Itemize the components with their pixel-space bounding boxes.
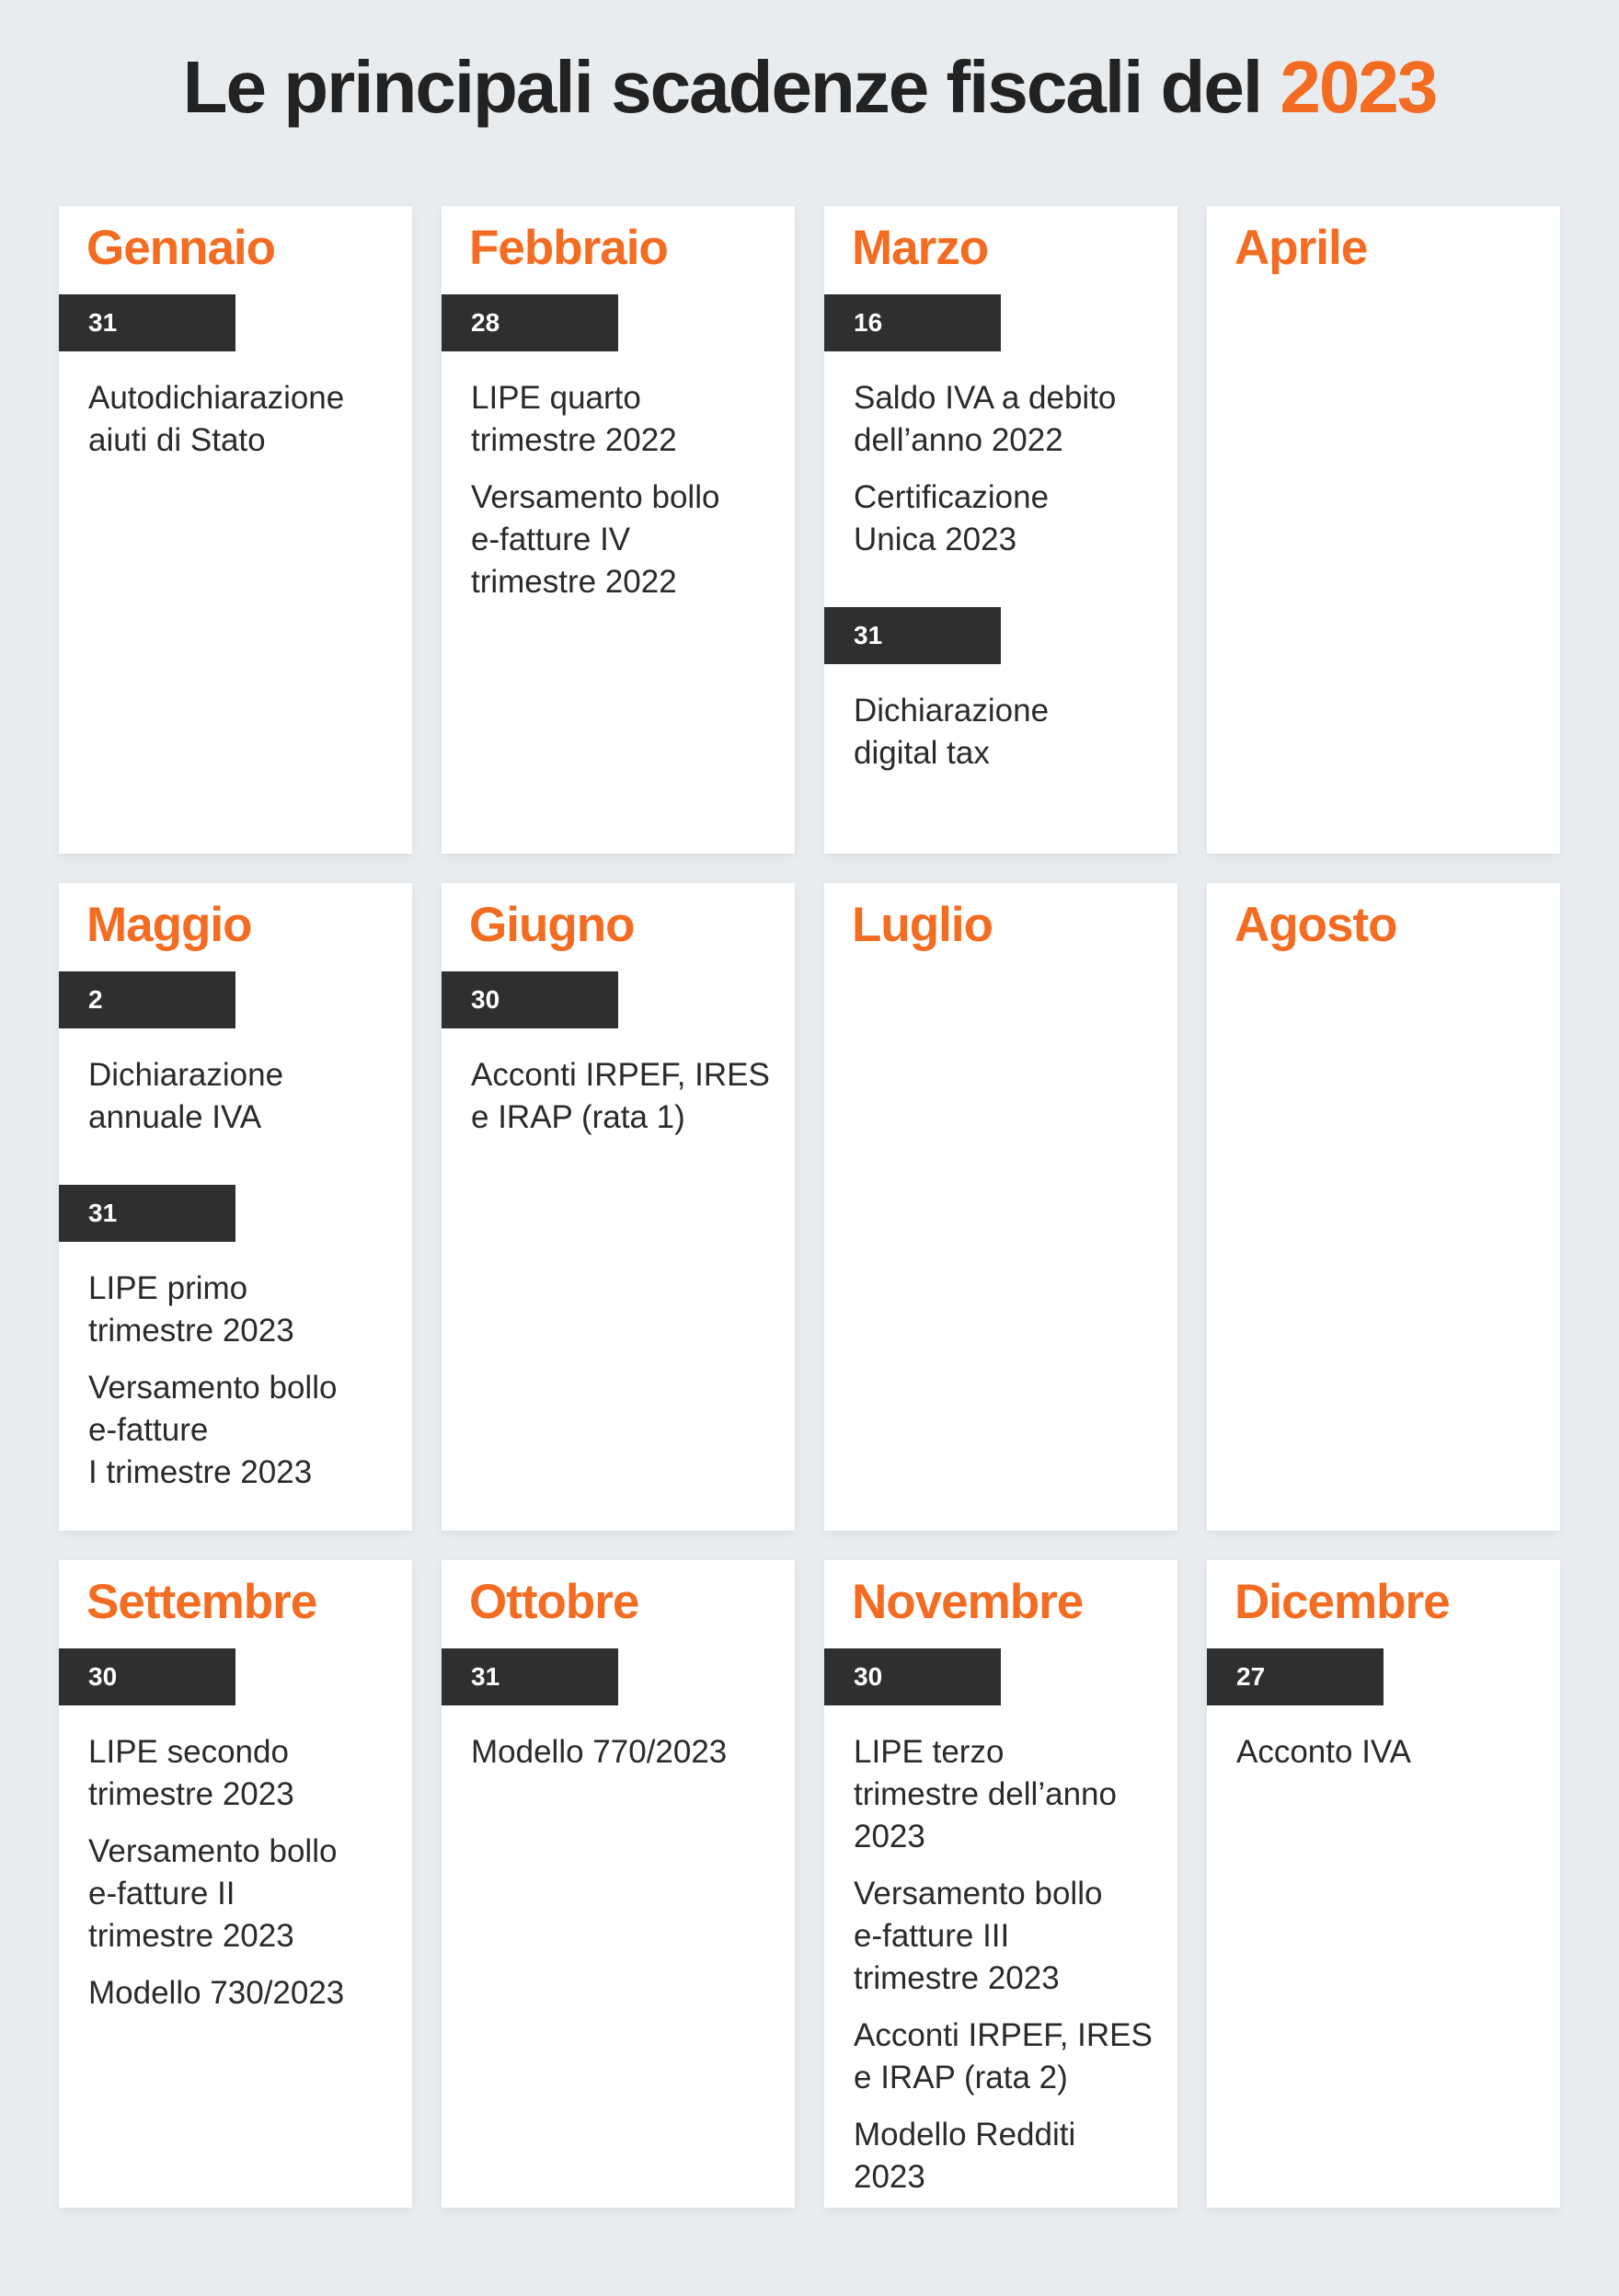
deadline-item: Dichiarazione digital tax [854, 693, 1050, 771]
deadline-item: Acconti IRPEF, IRES e IRAP (rata 1) [471, 1057, 770, 1135]
deadline-group [59, 971, 412, 1139]
deadline-item: Dichiarazione annuale IVA [88, 1057, 284, 1135]
title-text: Le principali scadenze fiscali del [182, 46, 1262, 128]
month-card-febbraio [442, 206, 795, 854]
deadline-item: Acconti IRPEF, IRES e IRAP (rata 2) [854, 2017, 1153, 2095]
deadline-group [824, 607, 1177, 775]
deadline-items [442, 1705, 795, 1774]
month-name: Novembre [852, 1575, 1084, 1629]
title-year: 2023 [1280, 46, 1437, 128]
deadline-group [442, 294, 795, 603]
deadline-group [442, 1648, 795, 1774]
deadline-item: LIPE terzo trimestre dell’anno 2023 [854, 1734, 1117, 1854]
month-card-settembre [59, 1560, 412, 2208]
month-card-marzo [824, 206, 1177, 854]
month-name: Dicembre [1234, 1575, 1450, 1629]
month-name: Agosto [1234, 898, 1397, 952]
deadline-items [442, 351, 795, 603]
deadline-item: Saldo IVA a debito dell’anno 2022 [854, 380, 1117, 458]
month-card-dicembre [1207, 1560, 1560, 2208]
date-badge: 31 [824, 607, 1001, 664]
month-name: Settembre [86, 1575, 317, 1629]
month-card-gennaio [59, 206, 412, 854]
date-badge: 16 [824, 294, 1001, 351]
month-card-agosto [1207, 883, 1560, 1531]
deadline-group [59, 1648, 412, 2015]
deadline-items [824, 664, 1177, 775]
date-badge: 31 [442, 1648, 618, 1705]
date-badge: 28 [442, 294, 618, 351]
deadline-item: Certificazione Unica 2023 [854, 479, 1050, 557]
month-card-novembre [824, 1560, 1177, 2208]
deadline-item: LIPE primo trimestre 2023 [88, 1270, 294, 1349]
month-card-maggio [59, 883, 412, 1531]
date-badge: 31 [59, 1185, 235, 1242]
deadline-item: Versamento bollo e-fatture I trimestre 2023 [88, 1370, 338, 1490]
month-name: Maggio [86, 898, 252, 952]
page-title [0, 37, 1619, 138]
deadline-items [442, 1028, 795, 1139]
deadline-group [59, 294, 412, 462]
date-badge: 27 [1207, 1648, 1384, 1705]
date-badge: 31 [59, 294, 235, 351]
deadline-group [1207, 1648, 1560, 1774]
deadline-item: LIPE secondo trimestre 2023 [88, 1734, 294, 1812]
deadline-item: Versamento bollo e-fatture II trimestre 2023 [88, 1833, 338, 1954]
month-name: Luglio [852, 898, 993, 952]
month-name: Ottobre [469, 1575, 639, 1629]
deadline-items [59, 1028, 412, 1139]
month-card-ottobre [442, 1560, 795, 2208]
date-badge: 2 [59, 971, 235, 1028]
deadline-items [59, 351, 412, 462]
deadline-item: Acconto IVA [1236, 1734, 1412, 1770]
deadline-items [824, 351, 1177, 561]
deadline-items [59, 1705, 412, 2015]
calendar-grid [59, 206, 1560, 2208]
month-name: Marzo [852, 221, 989, 275]
deadline-items [59, 1242, 412, 1494]
date-badge: 30 [59, 1648, 235, 1705]
date-badge: 30 [824, 1648, 1001, 1705]
deadline-group [824, 294, 1177, 561]
deadline-item: LIPE quarto trimestre 2022 [471, 380, 677, 458]
month-name: Gennaio [86, 221, 276, 275]
deadline-item: Versamento bollo e-fatture IV trimestre 2022 [471, 479, 720, 600]
deadline-group [442, 971, 795, 1139]
deadline-item: Versamento bollo e-fatture III trimestre 2023 [854, 1876, 1103, 1996]
deadline-item: Modello 770/2023 [471, 1734, 728, 1770]
month-card-giugno [442, 883, 795, 1531]
deadline-group [824, 1648, 1177, 2198]
date-badge: 30 [442, 971, 618, 1028]
month-name: Febbraio [469, 221, 668, 275]
month-name: Giugno [469, 898, 635, 952]
month-card-aprile [1207, 206, 1560, 854]
deadline-group [59, 1185, 412, 1494]
month-name: Aprile [1234, 221, 1368, 275]
deadline-item: Autodichiarazione aiuti di Stato [88, 380, 345, 458]
month-card-luglio [824, 883, 1177, 1531]
deadline-items [824, 1705, 1177, 2198]
deadline-item: Modello 730/2023 [88, 1975, 345, 2011]
deadline-item: Modello Redditi 2023 [854, 2117, 1076, 2195]
deadline-items [1207, 1705, 1560, 1774]
